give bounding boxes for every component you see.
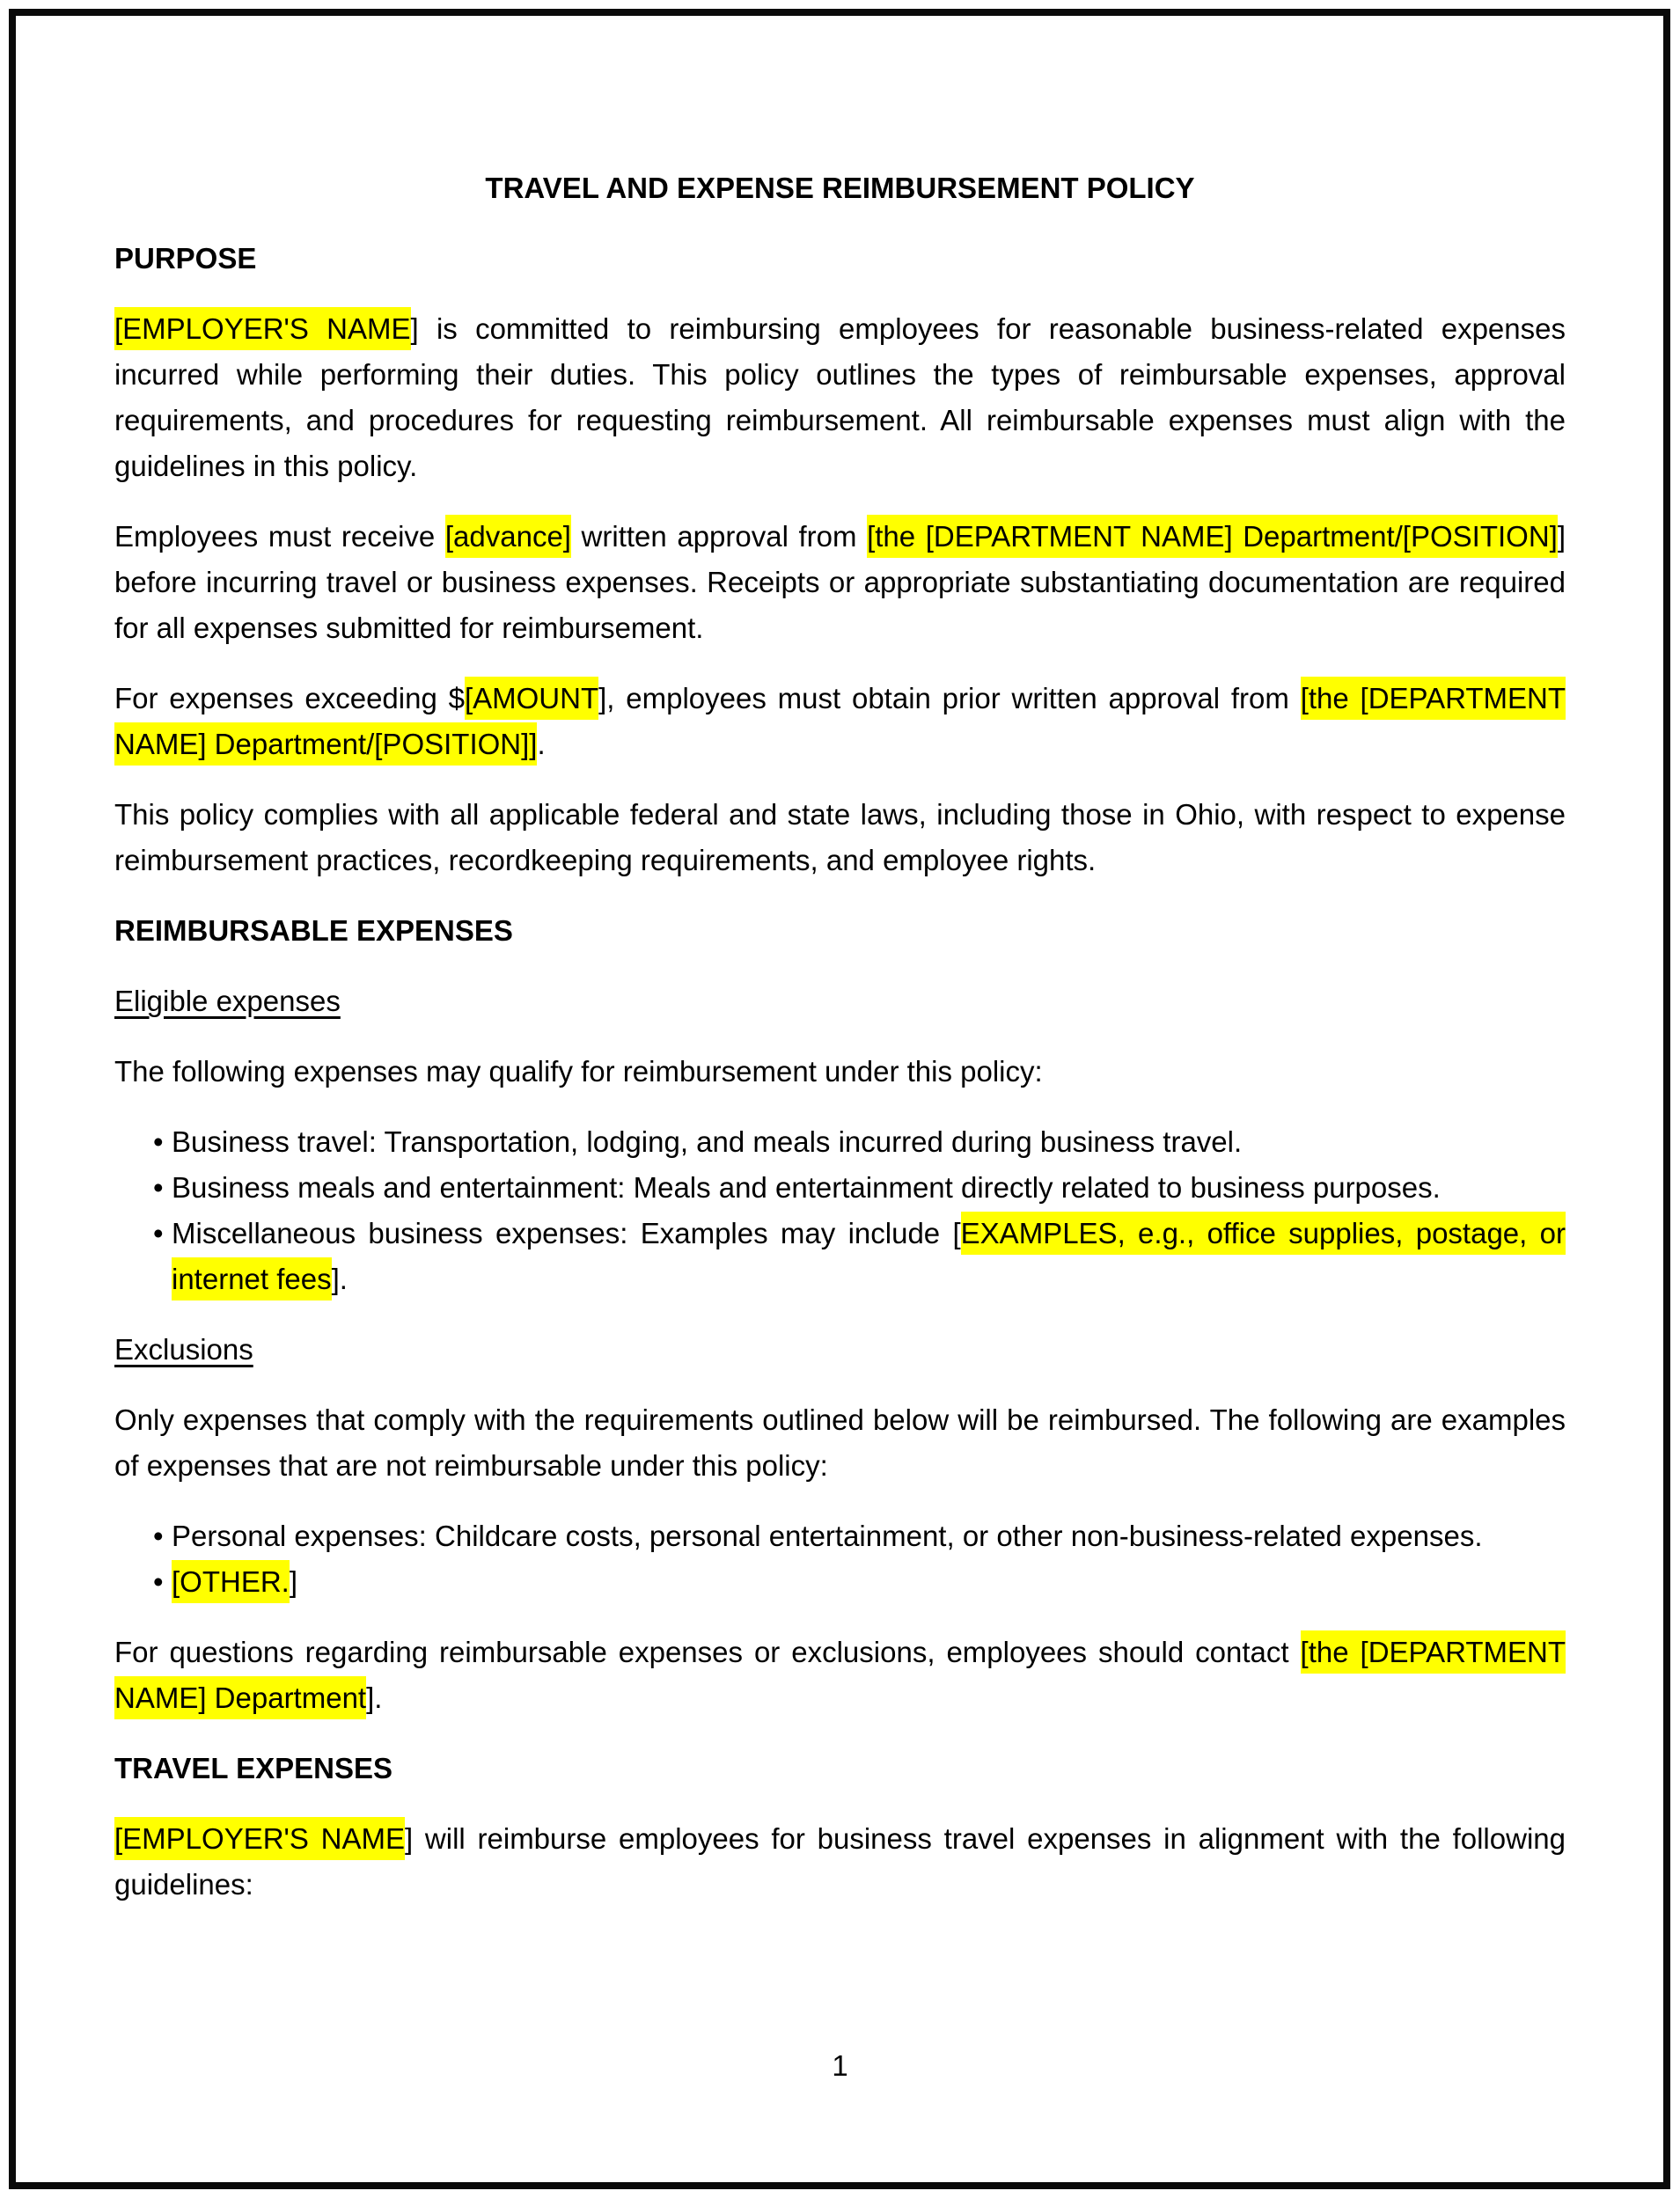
text-run: . — [537, 728, 546, 760]
list-item-business-travel — [114, 1119, 1566, 1165]
text-run: ] will reimburse employees for business travel expenses in alignment with the following guidelines: — [114, 1822, 1566, 1901]
list-item-other — [114, 1559, 1566, 1605]
highlighted-placeholder: [EMPLOYER'S NAME — [114, 307, 411, 350]
paragraph-purpose-1 — [114, 306, 1566, 489]
heading-purpose: PURPOSE — [114, 242, 257, 275]
document-title: TRAVEL AND EXPENSE REIMBURSEMENT POLICY — [485, 172, 1195, 204]
subheading-eligible-expenses: Eligible expenses — [114, 985, 341, 1017]
text-run: ] — [289, 1565, 298, 1598]
text-run: Employees must receive — [114, 520, 445, 553]
paragraph-purpose-2 — [114, 514, 1566, 651]
highlighted-placeholder: [the [DEPARTMENT NAME] Department/[POSITION] — [867, 515, 1558, 558]
page-number: 1 — [832, 2049, 848, 2082]
highlighted-placeholder: [advance] — [445, 515, 571, 558]
subheading-exclusions: Exclusions — [114, 1333, 253, 1366]
paragraph-purpose-3 — [114, 676, 1566, 767]
text-run: Business meals and entertainment: Meals and entertainment directly related to business purposes. — [172, 1171, 1441, 1204]
eligible-expenses-list — [114, 1119, 1566, 1302]
text-run: Personal expenses: Childcare costs, personal entertainment, or other non-business-related expenses. — [172, 1520, 1483, 1552]
list-item-personal-expenses — [114, 1513, 1566, 1559]
text-run: ]. — [331, 1263, 348, 1295]
highlighted-placeholder: [AMOUNT — [465, 677, 598, 720]
heading-reimbursable-expenses: REIMBURSABLE EXPENSES — [114, 914, 513, 947]
paragraph-eligible-intro: The following expenses may qualify for reimbursement under this policy: — [114, 1055, 1043, 1088]
text-run: ]. — [366, 1681, 383, 1714]
paragraph-contact — [114, 1630, 1566, 1721]
paragraph-purpose-4 — [114, 792, 1566, 883]
text-run: For expenses exceeding $ — [114, 682, 465, 714]
text-run: ] is committed to reimbursing employees for reasonable business-related expenses incurred while performing their duties. This policy outlines the types of reimbursable expenses, approval requirements, and procedures for requesting reimbursement. All reimbursable expenses must align with the guidelines in this policy. — [114, 312, 1566, 482]
highlighted-placeholder: EXAMPLES, e.g., office supplies, postage, or internet fees — [172, 1212, 1566, 1300]
text-run: Business travel: Transportation, lodging, and meals incurred during business travel. — [172, 1125, 1243, 1158]
exclusions-list — [114, 1513, 1566, 1605]
text-run: For questions regarding reimbursable expenses or exclusions, employees should contact — [114, 1636, 1301, 1668]
list-item-miscellaneous — [114, 1211, 1566, 1302]
paragraph-travel-1 — [114, 1816, 1566, 1908]
paragraph-exclusions-intro: Only expenses that comply with the requirements outlined below will be reimbursed. The following are examples of expenses that are not reimbursable under this policy: — [114, 1403, 1566, 1482]
highlighted-placeholder: [the [DEPARTMENT NAME] Department — [114, 1630, 1566, 1719]
text-run: ], employees must obtain prior written approval from — [598, 682, 1301, 714]
highlighted-placeholder: [the [DEPARTMENT NAME] Department/[POSITION]] — [114, 677, 1566, 766]
highlighted-placeholder: [OTHER. — [172, 1560, 290, 1603]
document-content — [114, 165, 1566, 1932]
text-run: Miscellaneous business expenses: Examples may include [ — [172, 1217, 961, 1249]
heading-travel-expenses: TRAVEL EXPENSES — [114, 1752, 393, 1784]
text-run: ] before incurring travel or business expenses. Receipts or appropriate substantiating documentation are required for all expenses submitted for reimbursement. — [114, 520, 1566, 644]
text-run: This policy complies with all applicable federal and state laws, including those in Ohio, with respect to expense reimbursement practices, recordkeeping requirements, and employee rights. — [114, 798, 1566, 876]
list-item-business-meals — [114, 1165, 1566, 1211]
highlighted-placeholder: [EMPLOYER'S NAME — [114, 1817, 405, 1860]
text-run: written approval from — [570, 520, 868, 553]
